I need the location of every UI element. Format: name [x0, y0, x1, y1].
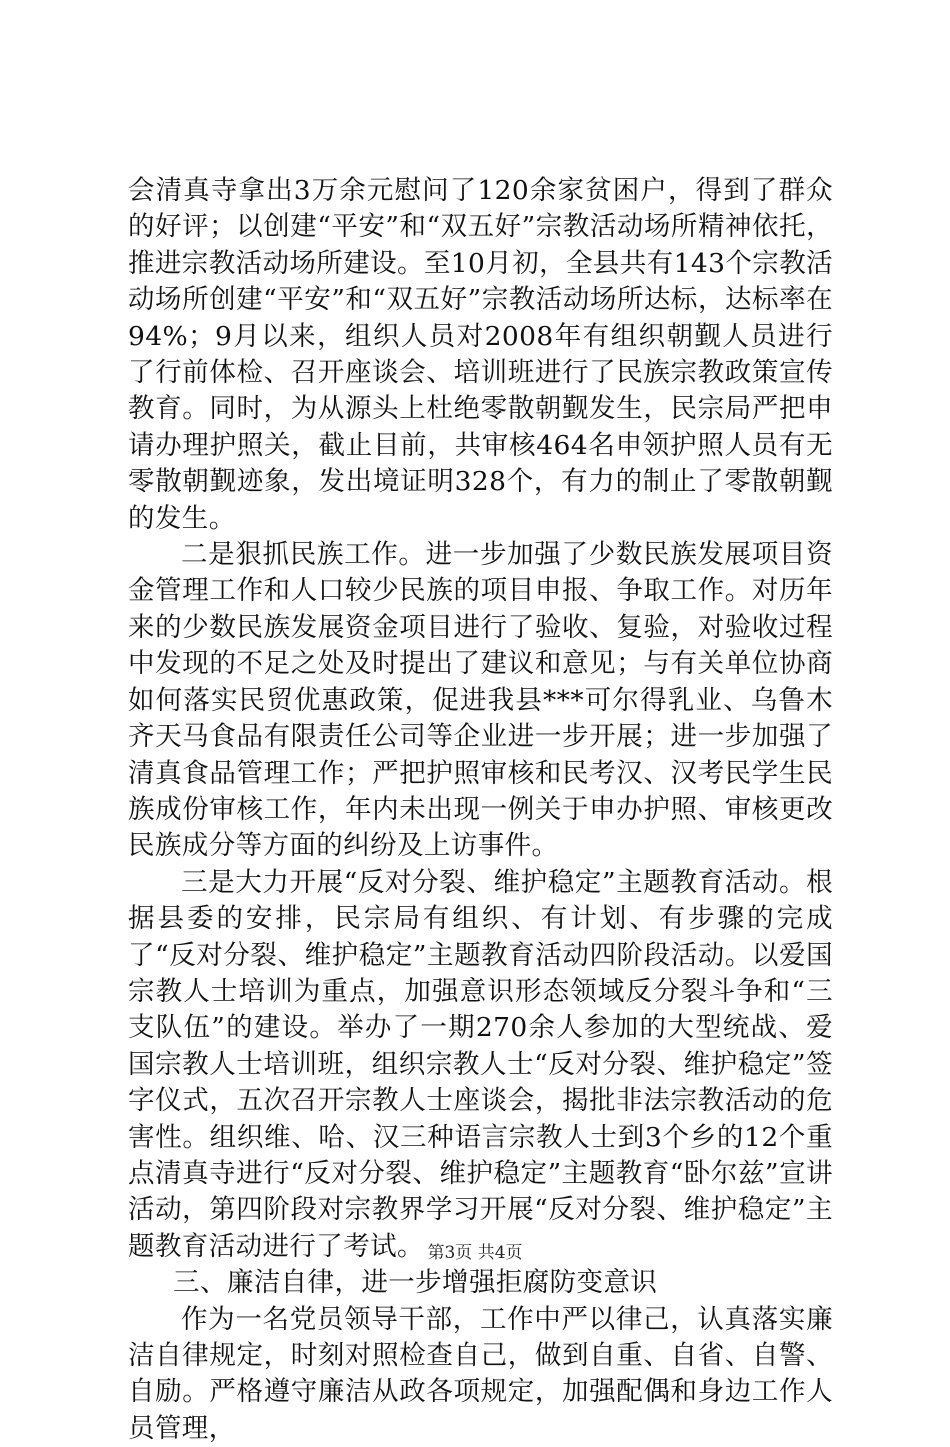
- paragraph-self-discipline: 作为一名党员领导干部，工作中严以律己，认真落实廉洁自律规定，时刻对照检查自己，做到自重、自省、自警、自励。严格遵守廉洁从政各项规定，加强配偶和身边工作人员管理，: [128, 1303, 833, 1444]
- page-number: 第3页 共4页: [427, 1243, 523, 1263]
- paragraph-education-campaign: 三是大力开展“反对分裂、维护稳定”主题教育活动。根据县委的安排，民宗局有组织、有计划、有步骤的完成了“反对分裂、维护稳定”主题教育活动四阶段活动。以爱国宗教人士培训为重点，加强意识形态领域反分裂斗争和“三支队伍”的建设。举办了一期270余人参加的大型统战、爱国宗教人士培训班，组织宗教人士“反对分裂、维护稳定”签字仪式，五次召开宗教人士座谈会，揭批非法宗教活动的危害性。组织维、哈、汉三种语言宗教人士到3个乡的12个重点清真寺进行“反对分裂、维护稳定”主题教育“卧尔兹”宣讲活动，第四阶段对宗教界学习开展“反对分裂、维护稳定”主题教育活动进行了考试。: [128, 866, 833, 1262]
- section-heading: 三、廉洁自律，进一步增强拒腐防变意识: [173, 1267, 658, 1299]
- page-footer: [0, 1243, 950, 1263]
- paragraph-ethnic-work: 二是狠抓民族工作。进一步加强了少数民族发展项目资金管理工作和人口较少民族的项目申报、争取工作。对历年来的少数民族发展资金项目进行了验收、复验，对验收过程中发现的不足之处及时提出了建议和意见；与有关单位协商如何落实民贸优惠政策，促进我县***可尔得乳业、乌鲁木齐天马食品有限责任公司等企业进一步开展；进一步加强了清真食品管理工作；严把护照审核和民考汉、汉考民学生民族成份审核工作，年内未出现一例关于申办护照、审核更改民族成分等方面的纠纷及上访事件。: [128, 539, 833, 862]
- paragraph-religious-sites: 会清真寺拿出3万余元慰问了120余家贫困户，得到了群众的好评；以创建“平安”和“双五好”宗教活动场所精神依托，推进宗教活动场所建设。至10月初，全县共有143个宗教活动场所创建“平安”和“双五好”宗教活动场所达标，达标率在94%；9月以来，组织人员对2008年有组织朝觐人员进行了行前体检、召开座谈会、培训班进行了民族宗教政策宣传教育。同时，为从源头上杜绝零散朝觐发生，民宗局严把申请办理护照关，截止目前，共审核464名申领护照人员有无零散朝觐迹象，发出境证明328个，有力的制止了零散朝觐的发生。: [128, 175, 834, 534]
